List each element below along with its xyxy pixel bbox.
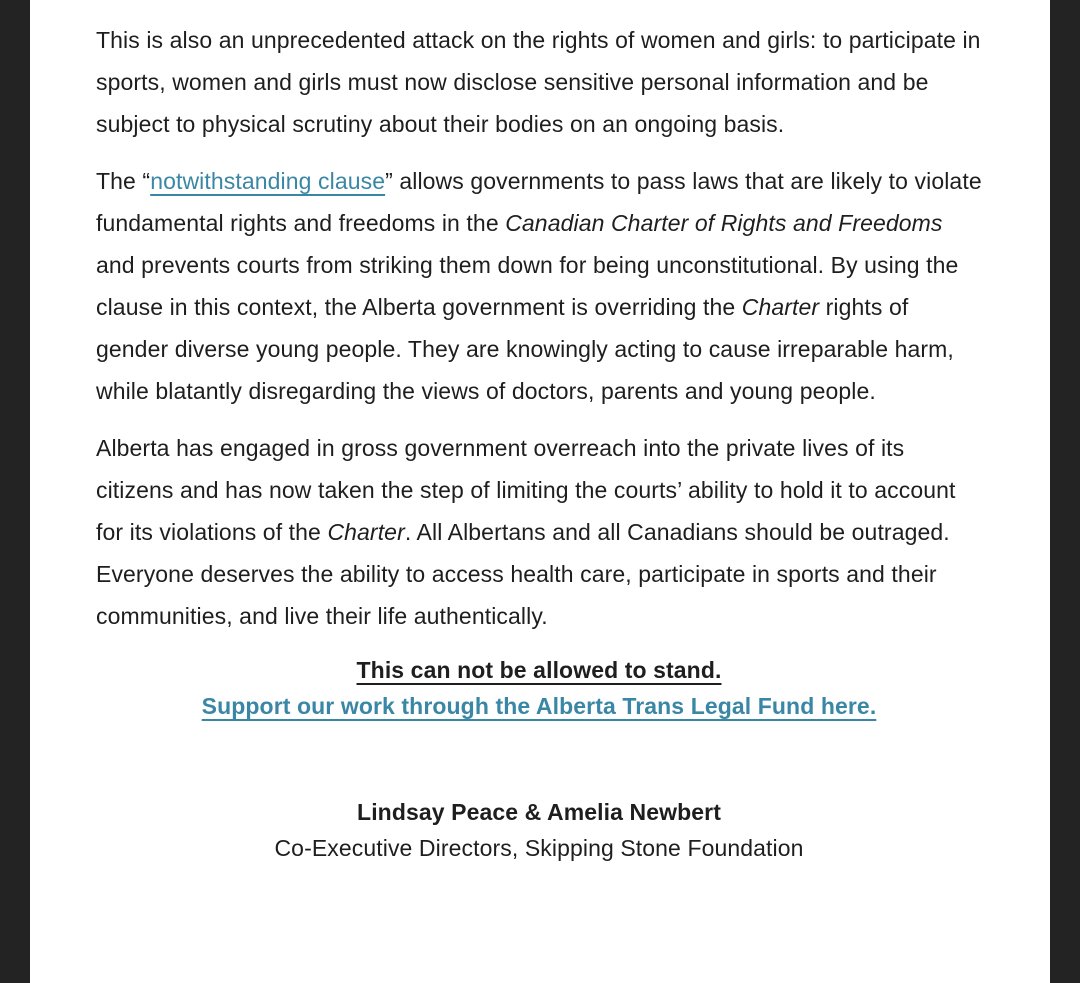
para-attack-on-women-girls [96, 19, 982, 145]
notwithstanding-clause-link[interactable]: notwithstanding clause [150, 168, 386, 194]
para-signature [96, 794, 982, 866]
para-call-to-action-text: This can not be allowed to stand. [356, 657, 722, 683]
para-notwithstanding-clause-text: Charter [741, 294, 820, 320]
para-attack-on-women-girls-text: This is also an unprecedented attack on the rights of women and girls: to participate in sports, women and girls must now disclose sensitive personal information and be subject to physical scrutiny about their bodies on an ongoing basis. [96, 27, 981, 137]
email-page [30, 0, 1050, 983]
para-notwithstanding-clause-text: Canadian Charter of Rights and Freedoms [505, 210, 943, 236]
para-notwithstanding-clause-text: and prevents courts from striking them down for being unconstitutional. By using the clause in this context, the Alberta government is overriding the [96, 252, 959, 320]
spacer [96, 739, 982, 794]
para-notwithstanding-clause-text: The “ [96, 168, 151, 194]
para-signature-text: Lindsay Peace & Amelia Newbert [357, 799, 721, 825]
email-body [96, 19, 982, 866]
para-signature-text: Co-Executive Directors, Skipping Stone Foundation [274, 835, 804, 861]
para-notwithstanding-clause-text: rights of gender diverse young people. They are knowingly acting to cause irreparable harm, while blatantly disregarding the views of doctors, parents and young people. [96, 294, 954, 404]
alberta-trans-legal-fund-link[interactable]: Support our work through the Alberta Trans Legal Fund here. [201, 693, 877, 719]
para-government-overreach-text: . All Albertans and all Canadians should be outraged. Everyone deserves the ability to access health care, participate in sports and their communities, and live their life authentically. [96, 519, 950, 629]
para-notwithstanding-clause-text: ” allows governments to pass laws that are likely to violate fundamental rights and freedoms in the [96, 168, 982, 236]
para-call-to-action [96, 652, 982, 724]
para-notwithstanding-clause [96, 160, 982, 412]
para-government-overreach-text: Charter [327, 519, 405, 545]
para-government-overreach-text: Alberta has engaged in gross government overreach into the private lives of its citizens and has now taken the step of limiting the courts’ ability to hold it to account for its violations of the [96, 435, 956, 545]
para-government-overreach [96, 427, 982, 637]
